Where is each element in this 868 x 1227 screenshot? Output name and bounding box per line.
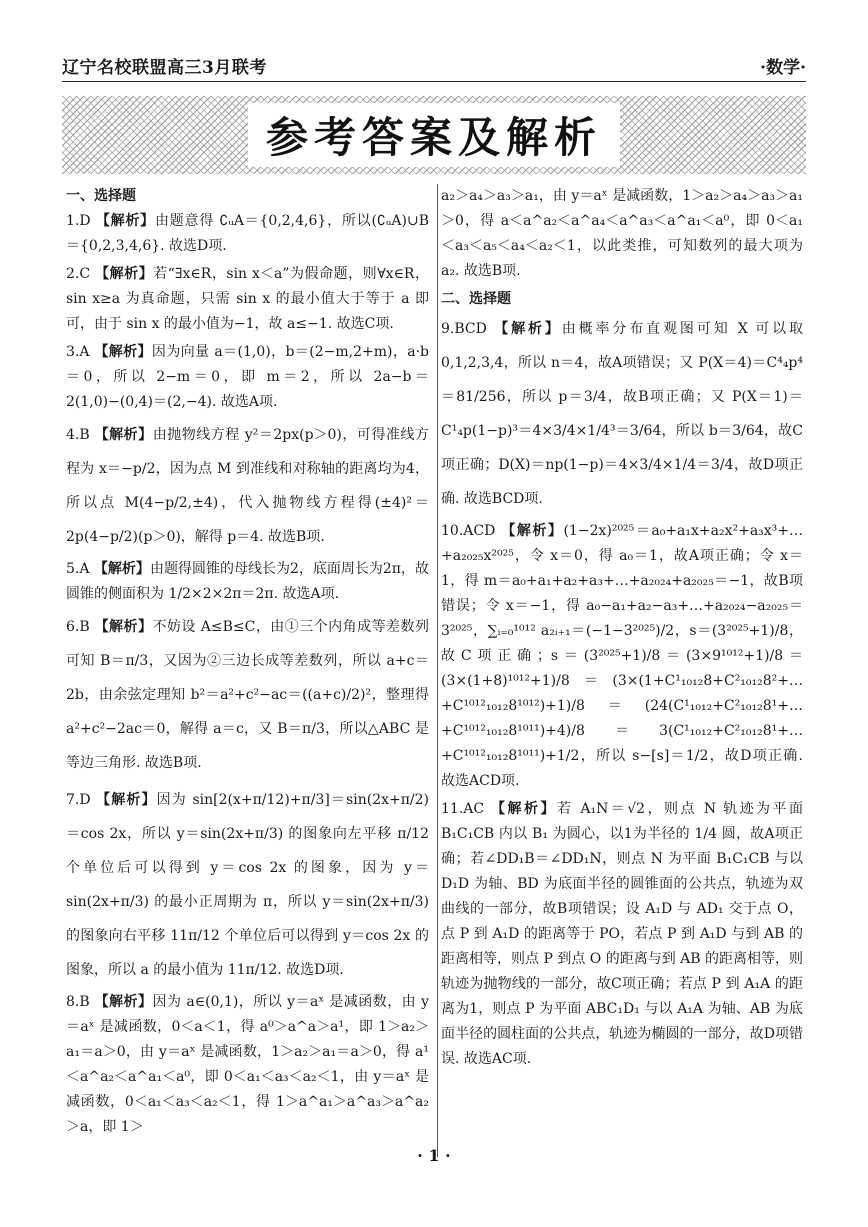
title-banner	[62, 96, 806, 174]
item-text: 由题意得 ∁ᵤA＝{0,2,4,6}，所以(∁ᵤA)∪B＝{0,2,3,4,6}. 故选D项.	[66, 213, 429, 254]
item-text: 若 A₁N＝√2，则点 N 轨迹为平面 B₁C₁CB 内以 B₁ 为圆心，以1为半径的 1/4 圆，故A项正确；若∠DD₁B＝∠DD₁N，则点 N 为平面 B₁C₁CB 与以 D₁D 为轴、BD 为底面半径的圆锥面的公共点，轨迹为双曲线的一部分，故B项错误；设 A₁D 与 AD₁ 交于点 O，点 P 到 A₁D 的距离等于 PO，若点 P 到 A₁D 与到 AB 的距离相等，则点 P 到点 O 的距离与到 AB 的距离相等，则轨迹为抛物线的一部分，故C项正确；若点 P 到 A₁A 的距离为1，则点 P 为平面 ABC₁D₁ 与以 A₁A 为轴、AB 为底面半径的圆柱面的公共点，轨迹为椭圆的一部分，故D项错误. 故选AC项.	[441, 801, 804, 1067]
item-number: 8.B	[66, 994, 90, 1010]
item-tag: 【解析】	[94, 344, 152, 360]
item-number: 10.ACD	[441, 523, 496, 539]
answer-item-6	[66, 610, 429, 780]
item-text: (1−2x)²⁰²⁵＝a₀+a₁x+a₂x²+a₃x³+…+a₂₀₂₅x²⁰²⁵，令 x＝0，得 a₀＝1，故A项正确；令 x＝1，得 m＝a₀+a₁+a₂+a₃+…+a₂₀₂₄+a₂₀₂₅＝−1，故B项错误；令 x＝−1，得 a₀−a₁+a₂−a₃+…+a₂₀₂₄−a₂₀₂₅＝3²⁰²⁵，∑ᵢ₌₀¹⁰¹² a₂ᵢ₊₁＝(−1−3²⁰²⁵)/2，s＝(3²⁰²⁵+1)/8，故C项正确；s＝(3²⁰²⁵+1)/8＝(3×9¹⁰¹²+1)/8＝(3×(1+8)¹⁰¹²+1)/8＝(3×(1+C¹₁₀₁₂8+C²₁₀₁₂8²+…+C¹⁰¹²₁₀₁₂8¹⁰¹²)+1)/8＝(24(C¹₁₀₁₂+C²₁₀₁₂8¹+…+C¹⁰¹²₁₀₁₂8¹⁰¹¹)+4)/8＝3(C¹₁₀₁₂+C²₁₀₁₂8¹+…+C¹⁰¹²₁₀₁₂8¹⁰¹¹)+1/2，所以 s−[s]＝1/2，故D项正确. 故选ACD项.	[441, 523, 804, 789]
item-number: 3.A	[66, 344, 90, 360]
item-number: 11.AC	[441, 801, 485, 817]
answer-item-9	[441, 312, 803, 516]
left-column	[66, 184, 438, 1157]
item-number: 5.A	[66, 561, 90, 577]
answer-item-7	[66, 783, 429, 987]
answer-item-8	[66, 990, 429, 1140]
answer-item-1	[66, 209, 429, 259]
item-text: 由抛物线方程 y²＝2px(p＞0)，可得准线方程为 x＝−p/2，因为点 M 到准线和对称轴的距离均为4，所以点 M(4−p/2,±4)，代入抛物线方程得(±4)²＝2p(4−p/2)(p＞0)，解得 p＝4. 故选B项.	[66, 427, 430, 545]
item-tag: 【解析】	[96, 792, 157, 808]
item-tag: 【解析】	[95, 213, 155, 229]
item-number: 2.C	[66, 266, 91, 282]
answer-item-3	[66, 340, 429, 415]
item-text: 由题得圆锥的母线长为2，底面周长为2π，故圆锥的侧面积为 1/2×2×2π＝2π. 故选A项.	[66, 561, 430, 602]
exam-title: 辽宁名校联盟高三3月联考	[62, 58, 267, 78]
answer-item-4	[66, 418, 429, 554]
item-text: 因为 a∈(0,1)，所以 y＝aˣ 是减函数，由 y＝aˣ 是减函数，0＜a＜1，得 a⁰＞a^a＞a¹，即 1＞a₂＞a₁＝a＞0，由 y＝aˣ 是减函数，1＞a₂＞a₁＝a＞0，得 a¹＜a^a₂＜a^a₁＜a⁰，即 0＜a₁＜a₃＜a₂＜1，由 y＝aˣ 是减函数，0＜a₁＜a₃＜a₂＜1，得 1＞a^a₁＞a^a₃＞a^a₂＞a，即 1＞	[66, 994, 429, 1135]
item-number: 6.B	[66, 619, 90, 635]
item-text: 因为 sin[2(x+π/12)+π/3]＝sin(2x+π/2)＝cos 2x，所以 y＝sin(2x+π/3) 的图象向左平移 π/12 个单位后可以得到 y＝cos 2x 的图象，因为 y＝sin(2x+π/3) 的最小正周期为 π，所以 y＝sin(2x+π/3) 的图象向右平移 11π/12 个单位后可以得到 y＝cos 2x 的图象，所以 a 的最小值为 11π/12. 故选D项.	[66, 792, 430, 978]
item-tag: 【解析】	[494, 321, 562, 337]
item-text: 不妨设 A≤B≤C，由①三个内角成等差数列可知 B＝π/3，又因为②三边长成等差数列，所以 a+c＝2b，由余弦定理知 b²＝a²+c²−ac＝((a+c)/2)²，整理得 a²+c²−2ac＝0，解得 a＝c，又 B＝π/3，所以△ABC 是等边三角形. 故选B项.	[66, 619, 430, 771]
answer-item-10	[441, 519, 803, 794]
item-number: 4.B	[66, 427, 90, 443]
page-number: · 1 ·	[417, 1146, 451, 1165]
item-tag: 【解析】	[93, 561, 150, 577]
item-text: 由概率分布直观图可知 X 可以取0,1,2,3,4，所以 n＝4，故A项错误；又 P(X＝4)＝C⁴₄p⁴＝81/256，所以 p＝3/4，故B项正确；又 P(X＝1)＝C¹₄p(1−p)³＝4×3/4×1/4³＝3/64，所以 b＝3/64，故C项正确；D(X)＝np(1−p)＝4×3/4×1/4＝3/4，故D项正确. 故选BCD项.	[441, 321, 804, 507]
section-heading-multi-choice: 二、选择题	[441, 291, 511, 307]
page-header	[62, 52, 806, 82]
answer-item-2	[66, 262, 429, 337]
answer-item-11	[441, 797, 803, 1072]
item-number: 7.D	[66, 792, 91, 808]
right-column	[441, 184, 803, 1157]
section-heading-choice: 一、选择题	[66, 188, 136, 204]
item-tag: 【解析】	[94, 994, 153, 1010]
subject-label: ·数学·	[760, 58, 806, 78]
answer-item-5	[66, 557, 429, 607]
item-tag: 【解析】	[94, 619, 153, 635]
item-tag: 【解析】	[94, 427, 153, 443]
item-number: 1.D	[66, 213, 91, 229]
item-text: 若“∃x∈R，sin x＜a”为假命题，则∀x∈R，sin x≥a 为真命题，只需 sin x 的最小值大于等于 a 即可，由于 sin x 的最小值为−1，故 a≤−1. 故选C项.	[66, 266, 430, 332]
item-text: 因为向量 a＝(1,0)，b＝(2−m,2+m)，a·b＝0，所以 2−m＝0，即 m＝2，所以 2a−b＝2(1,0)−(0,4)＝(2,−4). 故选A项.	[66, 344, 430, 410]
answer-item-8-continued: a₂＞a₄＞a₃＞a₁，由 y＝aˣ 是减函数，1＞a₂＞a₄＞a₃＞a₁＞0，得 a＜a^a₂＜a^a₄＜a^a₃＜a^a₁＜a⁰，即 0＜a₁＜a₃＜a₅＜a₄＜a₂＜1，以此类推，可知数列的最大项为 a₂. 故选B项.	[441, 188, 803, 279]
item-tag: 【解析】	[491, 801, 557, 817]
item-number: 9.BCD	[441, 321, 487, 337]
item-tag: 【解析】	[95, 266, 154, 282]
page-title: 参考答案及解析	[248, 103, 620, 167]
item-tag: 【解析】	[501, 523, 564, 539]
